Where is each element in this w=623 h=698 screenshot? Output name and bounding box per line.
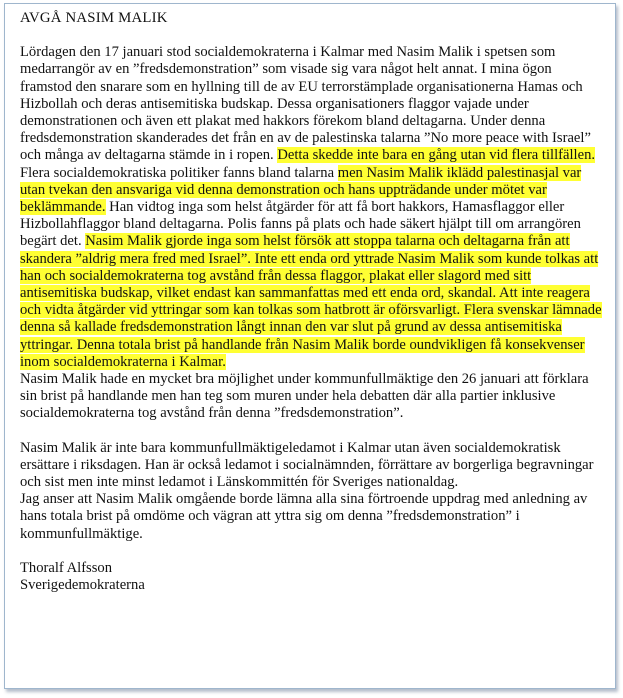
highlighted-text: Detta skedde inte bara en gång utan vid flera tillfällen.	[277, 147, 596, 164]
document-frame	[4, 3, 616, 689]
paragraph-spacer	[20, 543, 605, 560]
document-heading: AVGÅ NASIM MALIK	[20, 10, 168, 26]
paragraph-2-text-a: Flera socialdemokratiska politiker fanns bland talarna	[20, 164, 338, 181]
signature-party: Sverigedemokraterna	[20, 577, 145, 594]
signature-name: Thoralf Alfsson	[20, 559, 113, 576]
highlighted-text: men Nasim Malik iklädd palestinasjal var utan tvekan den ansvariga vid denna demonstration och hans uppträdande under mötet var beklämmande.	[20, 164, 582, 216]
paragraph-1	[20, 44, 605, 164]
document-body	[20, 10, 605, 594]
paragraph-5: Jag anser att Nasim Malik omgående borde lämna alla sina förtroende uppdrag med anledning av hans totala brist på omdöme och vägran att yttra sig om denna ”fredsdemonstration” i kommunfullmäktige.	[20, 491, 588, 542]
paragraph-2	[20, 165, 605, 371]
paragraph-4: Nasim Malik är inte bara kommunfullmäktigeledamot i Kalmar utan även socialdemokratisk ersättare i riksdagen. Han är också ledamot i socialnämnden, förrättare av borgerliga begravningar och sist men inte minst ledamot i Länskommittén för Sveriges nationaldag.	[20, 439, 594, 491]
highlighted-text: Nasim Malik gjorde inga som helst försök att stoppa talarna och deltagarna från att skandera ”aldrig mera fred med Israel”. Inte ett enda ord yttrade Nasim Malik som kunde tolkas att han och socialdemokraterna tog avstånd från dessa flaggor, plakat eller slagord med sitt antisemitiska budskap, vilket endast kan sammanfattas med ett enda ord, skandal. Att inte reagera och vidta åtgärder vid yttringar som kan tolkas som hatbrott är oförsvarligt. Flera svenskar lämnade denna så kallade fredsdemonstration långt innan den var slut på grund av dessa antisemitiska yttringar. Denna totala brist på handlande från Nasim Malik borde oundvikligen få konsekvenser inom socialdemokraterna i Kalmar.	[20, 233, 602, 370]
paragraph-3: Nasim Malik hade en mycket bra möjlighet under kommunfullmäktige den 26 januari att förklara sin brist på handlande men han teg som muren under hela debatten där alla partier inklusive socialdemokraterna tog avstånd från denna ”fredsdemonstration”.	[20, 371, 589, 422]
paragraph-spacer	[20, 423, 605, 440]
paragraph-2-text-b: Han vidtog inga som helst åtgärder för att få bort hakkors, Hamasflaggor eller Hizbollahflaggor bland deltagarna. Polis fanns på plats och hade säkert hjälpt till om arrangören begärt det.	[20, 199, 581, 250]
paragraph-1-text: Lördagen den 17 januari stod socialdemokraterna i Kalmar med Nasim Malik i spetsen som medarrangör av en ”fredsdemonstration” som visade sig vara något helt annat. I mina ögon framstod den snarare som en hyllning till de av EU terrorstämplade organisationerna Hamas och Hizbollah och deras antisemitiska budskap. Dessa organisationers flaggor vajade under demonstrationen och även ett plakat med hakkors förekom bland deltagarna. Under denna fredsdemonstration skanderades det från en av de palestinska talarna ”No more peace with Israel” och många av deltagarna stämde in i ropen.	[20, 44, 591, 164]
